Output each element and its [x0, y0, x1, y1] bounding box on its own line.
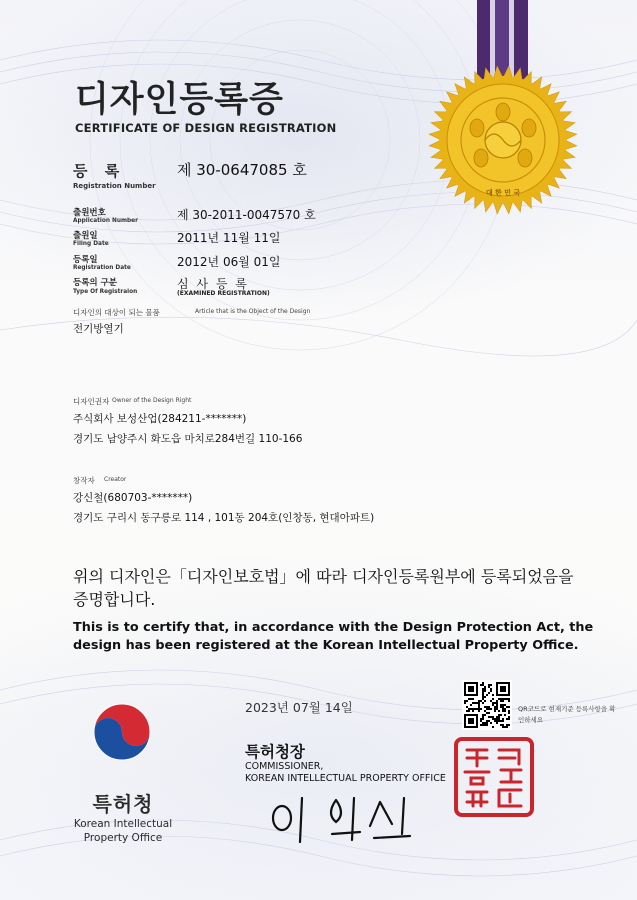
creator-address: 경기도 구리시 동구릉로 114 , 101동 204호(인창동, 현대아파트)	[73, 512, 375, 524]
kipo-name-korean: 특허청	[92, 792, 154, 816]
commissioner-line-1: COMMISSIONER,	[245, 761, 324, 772]
issue-date: 2023년 07월 14일	[245, 700, 353, 715]
registration-type-label: 등록의 구분	[73, 278, 118, 288]
filing-date-label: 출원일	[73, 231, 98, 241]
owner-label: 디자인권자	[73, 397, 110, 406]
registration-date-label-english: Registration Date	[73, 265, 131, 271]
kipo-logo	[86, 696, 158, 768]
application-number-label-english: Application Number	[73, 218, 138, 224]
article-name: 전기방열기	[73, 323, 124, 335]
registration-label: 등 록	[73, 162, 126, 180]
commissioner-title: 특허청장	[245, 743, 305, 761]
owner-name: 주식회사 보성산업(284211-*******)	[73, 413, 247, 425]
medal-inscription: 대 한 민 국	[485, 189, 521, 197]
qr-instruction: QR코드로 현재기준 등록사항을 확인하세요	[518, 705, 616, 724]
certificate-title: 디자인등록증	[75, 80, 284, 120]
filing-date-label-english: Filing Date	[73, 241, 109, 247]
application-number-label: 출원번호	[73, 208, 106, 218]
commissioner-line-2: KOREAN INTELLECTUAL PROPERTY OFFICE	[245, 773, 446, 784]
certification-korean: 위의 디자인은「디자인보호법」에 따라 디자인등록원부에 등록되었음을 증명합니다.	[73, 567, 574, 609]
registration-type-english: (EXAMINED REGISTRATION)	[177, 290, 270, 297]
registration-date-label: 등록일	[73, 255, 98, 265]
registration-type: 심 사 등 록	[177, 277, 249, 291]
creator-name: 강신철(680703-*******)	[73, 492, 193, 504]
commissioner-signature	[262, 790, 422, 850]
application-number: 제 30-2011-0047570 호	[177, 208, 316, 222]
certification-english: This is to certify that, in accordance with the Design Protection Act, the design has been registered at the Korean Intellectual Property Office.	[73, 620, 594, 653]
official-seal-stamp	[453, 736, 535, 818]
article-label-english: Article that is the Object of the Design	[195, 308, 311, 315]
filing-date: 2011년 11월 11일	[177, 231, 281, 245]
certificate-title-english: CERTIFICATE OF DESIGN REGISTRATION	[75, 121, 337, 135]
creator-label: 창작자	[73, 476, 95, 485]
owner-address: 경기도 남양주시 화도읍 마치로284번길 110-166	[73, 433, 303, 445]
registration-date: 2012년 06월 01일	[177, 255, 281, 269]
qr-code[interactable]	[462, 680, 512, 730]
registration-label-english: Registration Number	[73, 182, 156, 190]
creator-label-english: Creator	[104, 476, 127, 483]
gold-medal-emblem	[425, 0, 595, 230]
kipo-name-english: Korean Intellectual Property Office	[73, 818, 173, 844]
registration-number: 제 30-0647085 호	[177, 161, 307, 179]
owner-label-english: Owner of the Design Right	[112, 397, 192, 404]
article-label: 디자인의 대상이 되는 물품	[73, 308, 160, 317]
registration-type-label-english: Type Of Registraion	[73, 289, 138, 295]
commissioner-title-english	[245, 761, 446, 785]
